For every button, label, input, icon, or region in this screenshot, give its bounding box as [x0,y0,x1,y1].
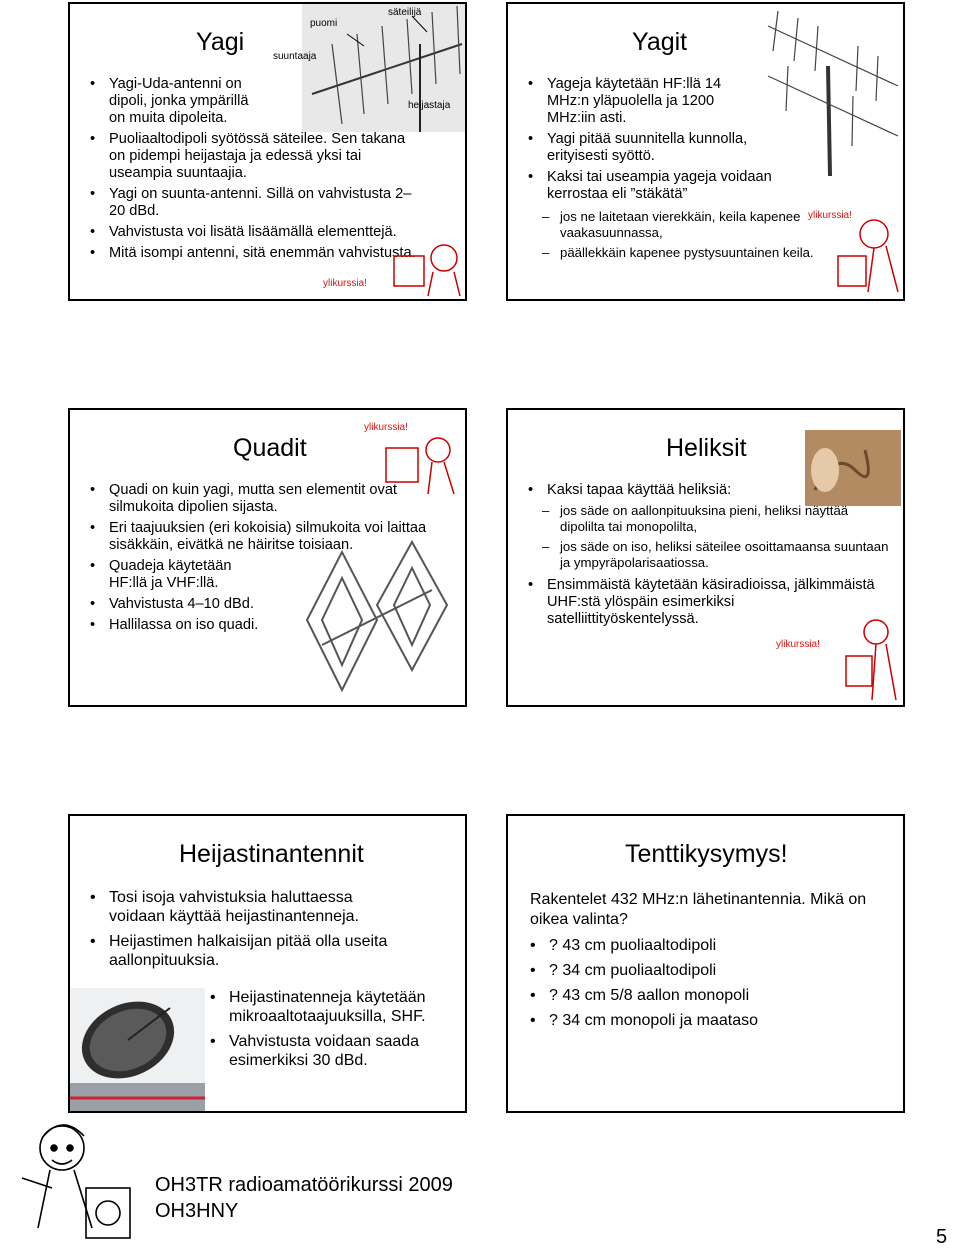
bullet: • Quadeja käytetään HF:llä ja VHF:llä. [90,558,269,592]
bullet: • Yagi-Uda-antenni on dipoli, jonka ympärillä on muita dipoleita. [90,76,259,127]
bullet-list [90,482,440,638]
slide-quadit [68,408,467,707]
slide-yagit [506,2,905,301]
bullet: • Puoliaaltodipoli syötössä säteilee. Sen takana on pidempi heijastaja ja edessä yksi tai useampia suuntaajia. [90,131,419,182]
ylikurssia-badge: ylikurssia! [808,210,852,221]
bullet: • Heijastinatenneja käytetään mikroaaltotaajuuksilla, SHF. [210,988,460,1026]
sub-bullet: – jos ne laitetaan vierekkäin, keila kapenee vaakasuunnassa, [528,209,880,241]
bullet: • Mitä isompi antenni, sitä enemmän vahvistusta. [90,245,435,262]
bullet: • Hallilassa on iso quadi. [90,617,440,634]
label-heijastaja: heijastaja [408,100,451,111]
answer-option: • ? 34 cm monopoli ja maataso [530,1011,870,1030]
bullet-list [90,888,420,976]
bullet-list-2 [210,988,460,1076]
ylikurssia-badge: ylikurssia! [776,639,820,650]
mascot-logo [2,1118,152,1254]
bullet: • Vahvistusta 4–10 dBd. [90,596,440,613]
bullet: • Ensimmäistä käytetään käsiradioissa, jälkimmäistä UHF:stä ylöspäin esimerkiksi satelliittityöskentelyssä. [528,577,887,628]
bullet: • Quadi on kuin yagi, mutta sen elementit ovat silmukoita dipolien sijasta. [90,482,419,516]
slide-title: Tenttikysymys! [625,840,788,868]
bullet: • Yagi on suunta-antenni. Sillä on vahvistusta 2–20 dBd. [90,186,419,220]
bullet: • Vahvistusta voi lisätä lisäämällä elementtejä. [90,224,435,241]
bullet-list [90,76,435,266]
slide-title: Yagi [196,28,245,56]
bullet: • Eri taajuuksien (eri kokoisia) silmukoita voi laittaa sisäkkäin, eivätkä ne häiritse toisiaan. [90,520,444,554]
mascot-icon [838,616,904,702]
sub-bullet: – päällekkäin kapenee pystysuuntainen keila. [528,245,898,261]
slide-yagi [68,2,467,301]
slide-heliksit [506,408,905,707]
bullet: • Yagi pitää suunnitella kunnolla, erityisesti syöttö. [528,131,767,165]
page-number: 5 [936,1226,948,1248]
bullet: • Heijastimen halkaisijan pitää olla useita aallonpituuksia. [90,932,429,970]
bullet: • Yageja käytetään HF:llä 14 MHz:n yläpuolella ja 1200 MHz:iin asti. [528,76,747,127]
answer-option: • ? 43 cm 5/8 aallon monopoli [530,986,870,1005]
footer-course [155,1172,453,1224]
footer-line2: OH3HNY [155,1200,239,1222]
slide-tenttikysymys [506,814,905,1113]
bullet-list [528,482,888,632]
label-suuntaaja: suuntaaja [273,51,317,62]
answer-options [530,936,870,1036]
slide-title: Quadit [233,434,307,462]
ylikurssia-badge: ylikurssia! [323,278,367,289]
dish-antenna-photo [70,988,205,1113]
sub-bullet: – jos säde on aallonpituuksina pieni, heliksi näyttää dipolilta tai monopolilta, [528,503,880,535]
mascot-icon [828,216,904,296]
question-text: Rakentelet 432 MHz:n lähetinantennia. Mikä on oikea valinta? [530,891,867,928]
answer-option: • ? 34 cm puoliaaltodipoli [530,961,870,980]
bullet: • Tosi isoja vahvistuksia haluttaessa voidaan käyttää heijastinantenneja. [90,888,409,926]
footer-line1: OH3TR radioamatöörikurssi 2009 [155,1174,453,1196]
mascot-icon [388,236,466,298]
answer-option: • ? 43 cm puoliaaltodipoli [530,936,870,955]
label-sateilija: säteilijä [388,7,422,18]
bullet: • Kaksi tai useampia yageja voidaan kerrostaa eli ”stäkätä” [528,169,817,203]
bullet: • Kaksi tapaa käyttää heliksiä: [528,482,888,499]
ylikurssia-badge: ylikurssia! [364,422,408,433]
label-puomi: puomi [310,18,338,29]
bullet: • Vahvistusta voidaan saada esimerkiksi 30 dBd. [210,1032,460,1070]
slide-title: Yagit [632,28,688,56]
slide-title: Heijastinantennit [179,840,364,868]
slide-heijastinantennit [68,814,467,1113]
sub-bullet: – jos säde on iso, heliksi säteilee osoittamaansa suuntaan ja ympyräpolarisaatiossa. [528,539,890,571]
slide-title: Heliksit [666,434,747,462]
